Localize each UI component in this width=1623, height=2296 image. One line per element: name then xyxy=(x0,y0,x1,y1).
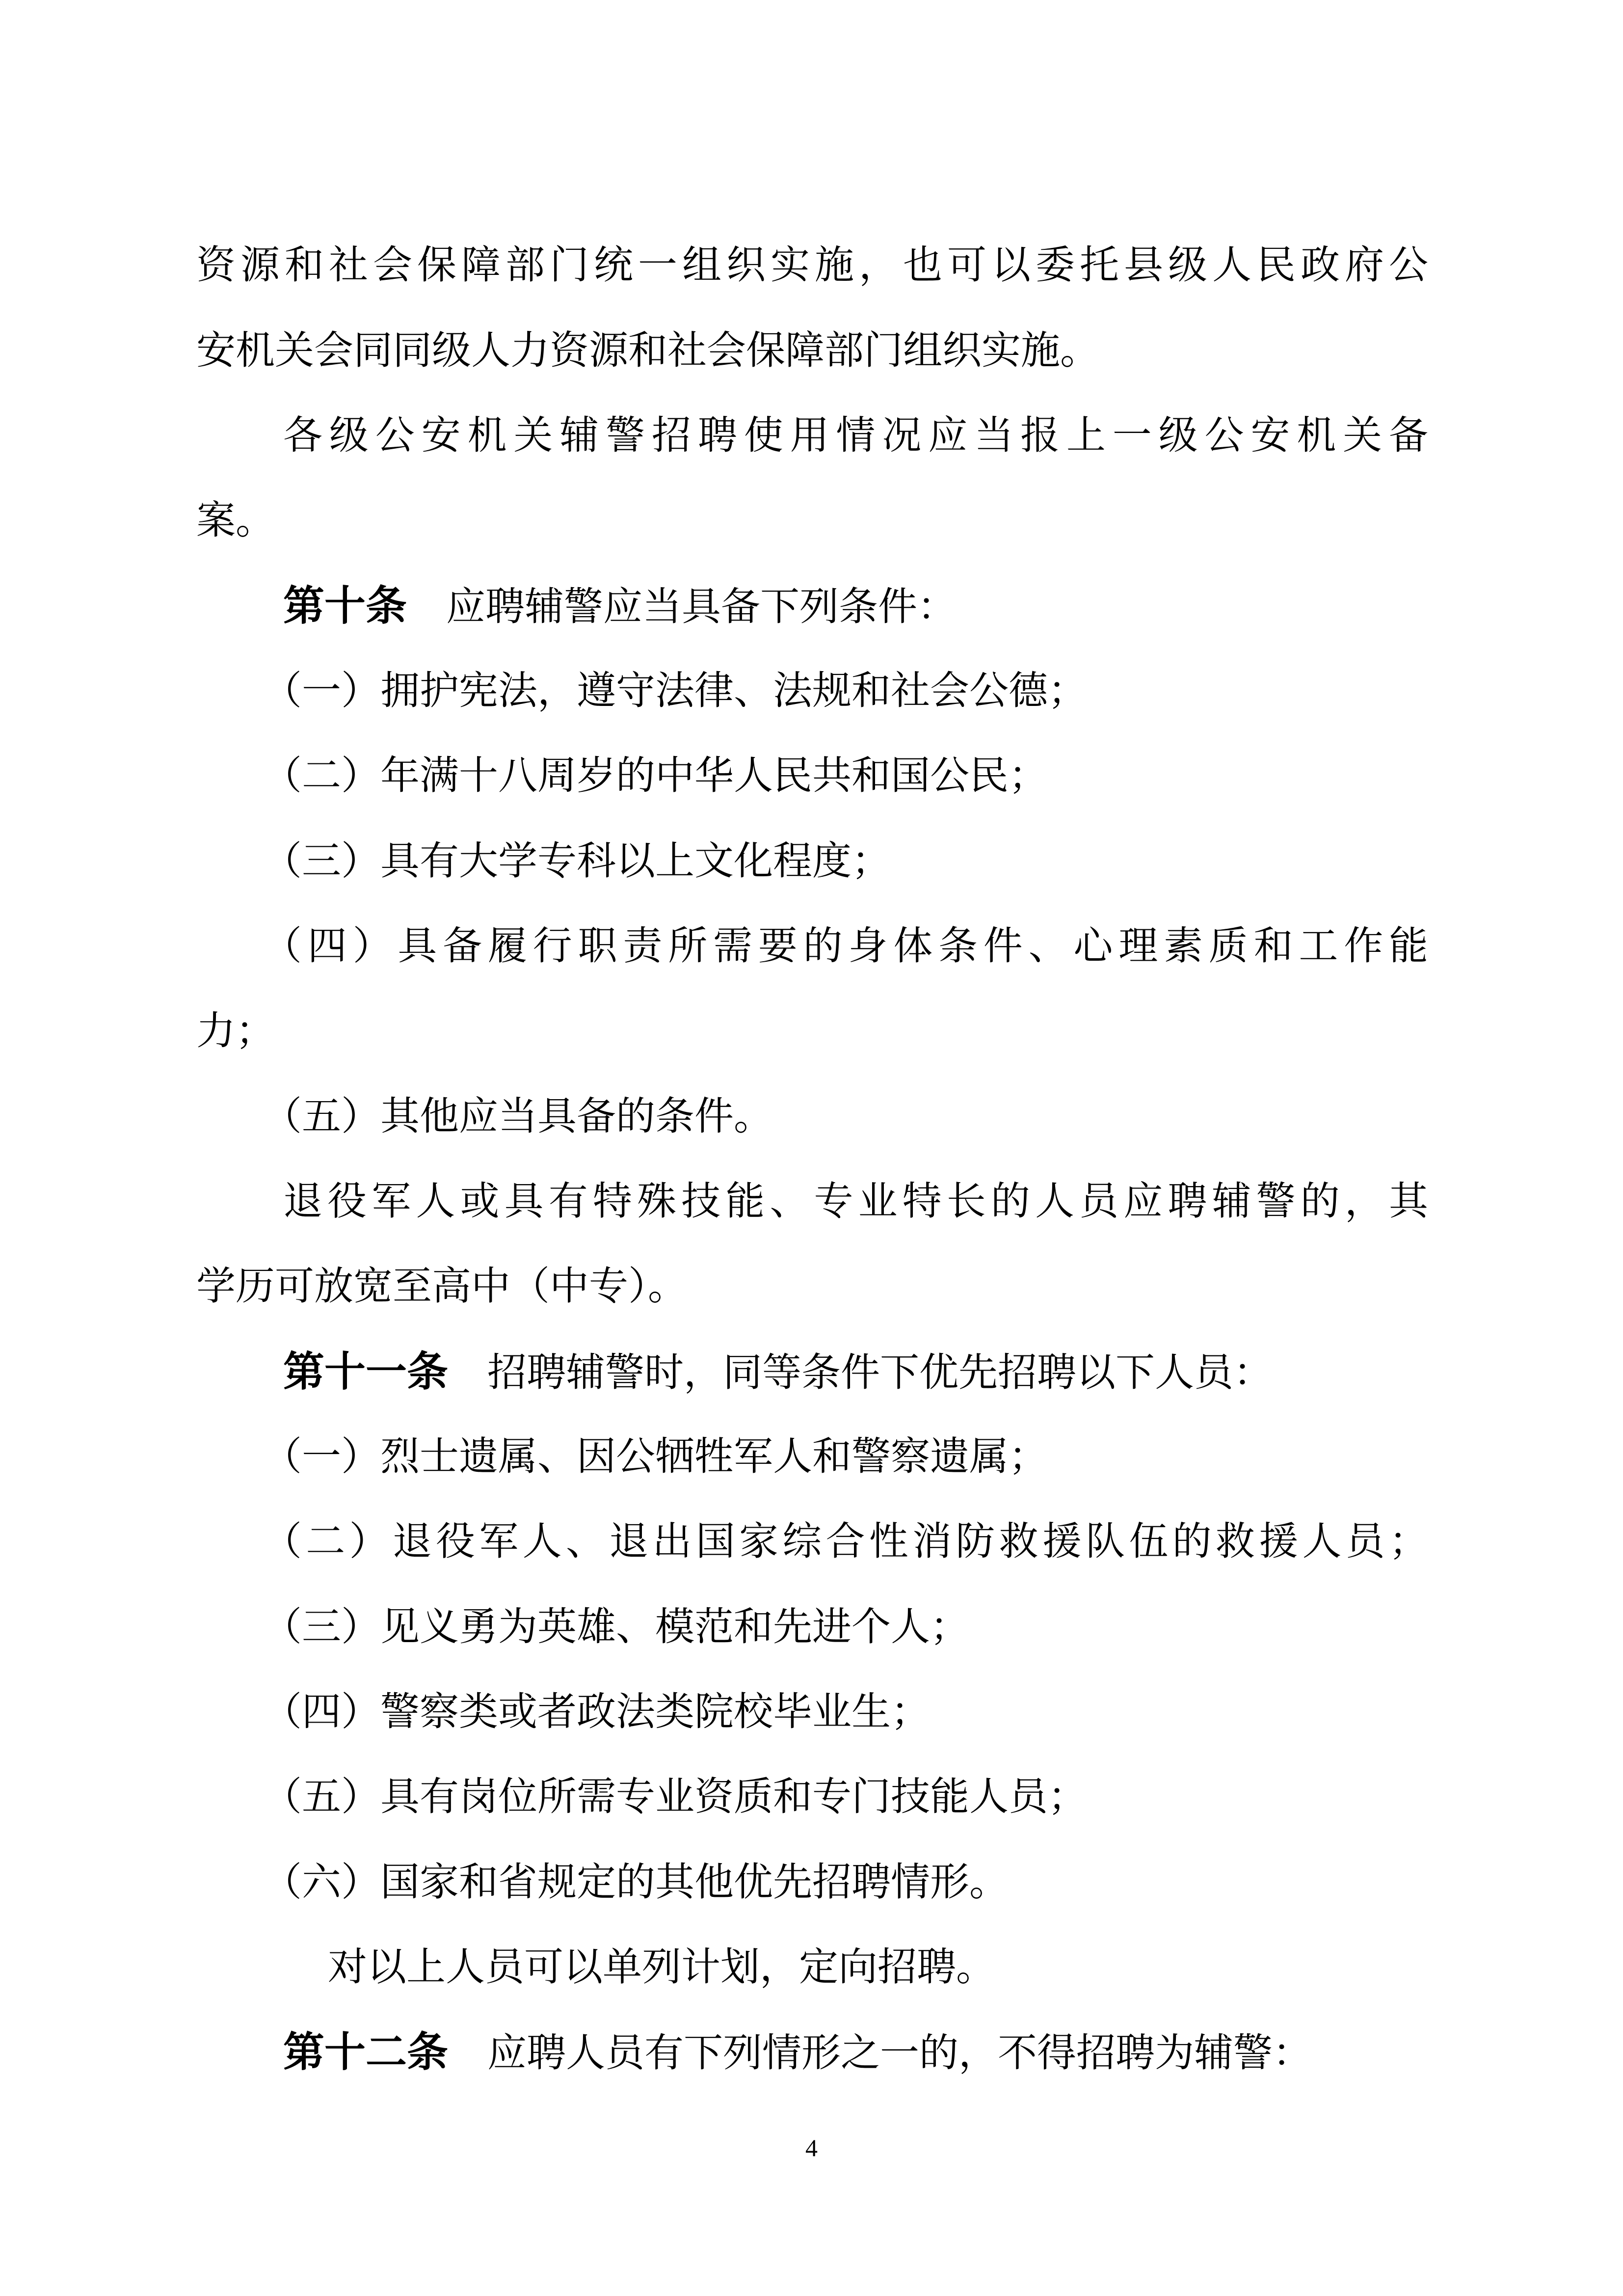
paragraph-line: 安机关会同同级人力资源和社会保障部门组织实施。 xyxy=(196,327,1099,373)
list-item: （三）见义勇为英雄、模范和先进个人； xyxy=(263,1604,969,1649)
article-heading: 第十一条 xyxy=(283,1348,449,1396)
page-number: 4 xyxy=(805,2134,818,2161)
paragraph-line: 对以上人员可以单列计划，定向招聘。 xyxy=(328,1944,995,1990)
article-text: 应聘辅警应当具备下列条件： xyxy=(446,584,957,629)
paragraph-line: 资源和社会保障部门统一组织实施，也可以委托县级人民政府公 xyxy=(196,242,1428,288)
list-item: （四）警察类或者政法类院校毕业生； xyxy=(263,1689,930,1734)
article-text: 应聘人员有下列情形之一的，不得招聘为辅警： xyxy=(487,2030,1312,2076)
list-item: （五）其他应当具备的条件。 xyxy=(263,1093,773,1139)
paragraph-line: 学历可放宽至高中（中专）。 xyxy=(196,1263,687,1309)
list-item: （四）具备履行职责所需要的身体条件、心理素质和工作能 xyxy=(263,923,1428,969)
article-10 xyxy=(283,563,957,648)
list-item: （二）退役军人、退出国家综合性消防救援队伍的救援人员； xyxy=(263,1518,1428,1564)
article-12 xyxy=(283,2009,1312,2095)
list-item: （五）具有岗位所需专业资质和专门技能人员； xyxy=(263,1774,1087,1819)
list-item: （六）国家和省规定的其他优先招聘情形。 xyxy=(263,1859,1009,1905)
paragraph-line: 退役军人或具有特殊技能、专业特长的人员应聘辅警的，其 xyxy=(283,1178,1428,1224)
article-11 xyxy=(283,1329,1273,1414)
list-item: （二）年满十八周岁的中华人民共和国公民； xyxy=(263,753,1048,798)
article-heading: 第十二条 xyxy=(283,2028,449,2076)
paragraph-line: 各级公安机关辅警招聘使用情况应当报上一级公安机关备 xyxy=(283,412,1428,458)
list-item-continuation: 力； xyxy=(196,1008,275,1053)
list-item: （一）拥护宪法，遵守法律、法规和社会公德； xyxy=(263,668,1087,713)
article-text: 招聘辅警时，同等条件下优先招聘以下人员： xyxy=(487,1350,1273,1395)
list-item: （三）具有大学专科以上文化程度； xyxy=(263,838,891,884)
paragraph-line: 案。 xyxy=(196,497,275,543)
article-heading: 第十条 xyxy=(283,582,407,630)
list-item: （一）烈士遗属、因公牺牲军人和警察遗属； xyxy=(263,1433,1048,1479)
